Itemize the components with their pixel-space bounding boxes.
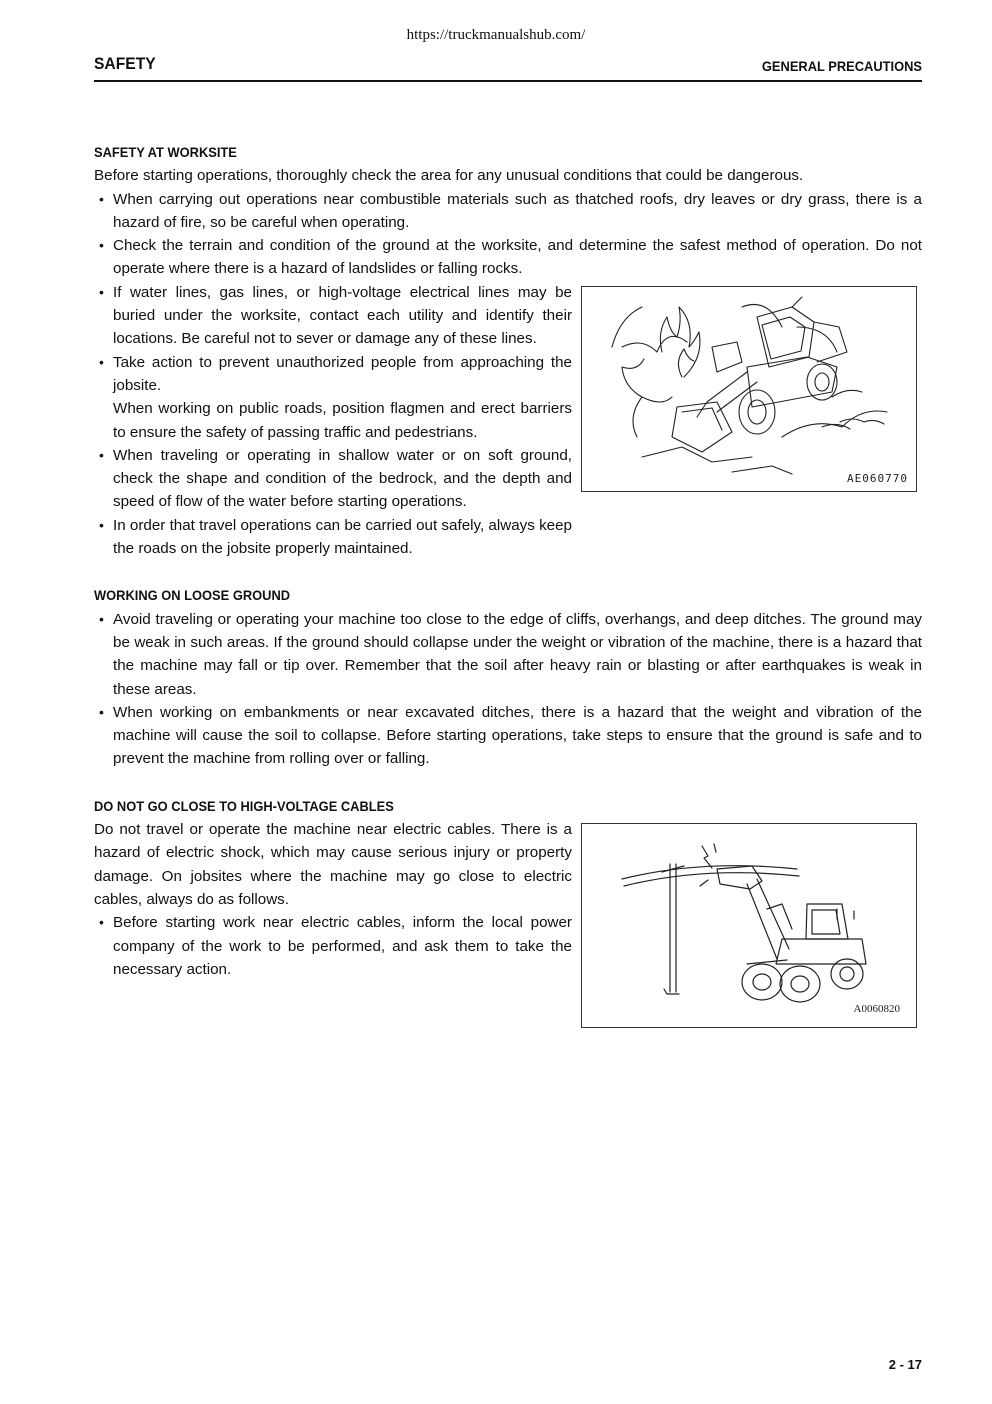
- page-number: 2 - 17: [888, 1357, 922, 1372]
- list-item: • Check the terrain and condition of the ground at the worksite, and determine the safest method of operation. Do not operate where there is a hazard of landslides or falling rocks.: [94, 234, 922, 281]
- list-item: • When traveling or operating in shallow water or on soft ground, check the shape and condition of the bedrock, and the depth and speed of flow of the water before starting operations.: [94, 444, 572, 514]
- list-item: • Avoid traveling or operating your machine too close to the edge of cliffs, overhangs, and deep ditches. The ground may be weak in such areas. If the ground should collapse under the weight or vibration of the machine, there is a hazard that the machine may fall or tip over. Remember that the soil after heavy rain or blasting or after earthquakes is weak in these areas.: [94, 608, 922, 701]
- loose-ground-section: [94, 584, 922, 770]
- high-voltage-bullets: [94, 911, 572, 981]
- header-rule: [94, 80, 922, 82]
- list-item: • In order that travel operations can be carried out safely, always keep the roads on the jobsite properly maintained.: [94, 514, 572, 561]
- list-item: • When working on embankments or near excavated ditches, there is a hazard that the weight and vibration of the machine will cause the soil to collapse. Before starting operations, take steps to ensure that the ground is safe and to prevent the machine from rolling over or falling.: [94, 701, 922, 771]
- worksite-bullets-narrow: [94, 281, 572, 561]
- list-item: • If water lines, gas lines, or high-voltage electrical lines may be buried under the worksite, contact each utility and identify their locations. Be careful not to sever or damage any of these lines.: [94, 281, 572, 351]
- worksite-bullets-full: [94, 188, 922, 281]
- loose-ground-heading: WORKING ON LOOSE GROUND: [94, 587, 291, 604]
- loader-slope-illustration: [582, 287, 916, 491]
- worksite-narrow-column: [94, 281, 572, 561]
- figure-code: AE060770: [847, 472, 908, 485]
- worksite-figure: [581, 286, 917, 492]
- loose-ground-bullets: [94, 608, 922, 771]
- high-voltage-intro: Do not travel or operate the machine near electric cables. There is a hazard of electric shock, which may cause serious injury or property damage. On jobsites where the machine may go close to electric cables, always do as follows.: [94, 821, 572, 908]
- figure-code: A0060820: [853, 1003, 900, 1015]
- chapter-title: GENERAL PRECAUTIONS: [761, 58, 922, 74]
- list-item: • Before starting work near electric cables, inform the local power company of the work to be performed, and ask them to take the necessary action.: [94, 911, 572, 981]
- high-voltage-heading: DO NOT GO CLOSE TO HIGH-VOLTAGE CABLES: [94, 797, 394, 814]
- source-url: https://truckmanualshub.com/: [406, 27, 586, 43]
- worksite-heading: SAFETY AT WORKSITE: [94, 144, 237, 160]
- loader-power-line-illustration: [582, 824, 916, 1027]
- high-voltage-figure: [581, 823, 917, 1028]
- list-item-text: Take action to prevent unauthorized people from approaching the jobsite.: [113, 353, 572, 394]
- high-voltage-column: [94, 818, 572, 981]
- public-roads-note: When working on public roads, position flagmen and erect barriers to ensure the safety of passing traffic and pedestrians.: [113, 400, 572, 441]
- worksite-intro: Before starting operations, thoroughly check the area for any unusual conditions that could be dangerous.: [94, 167, 804, 185]
- list-item: • When carrying out operations near combustible materials such as thatched roofs, dry leaves or dry grass, there is a hazard of fire, so be careful when operating.: [94, 188, 922, 235]
- list-item: [94, 351, 572, 444]
- section-title: SAFETY: [94, 54, 156, 73]
